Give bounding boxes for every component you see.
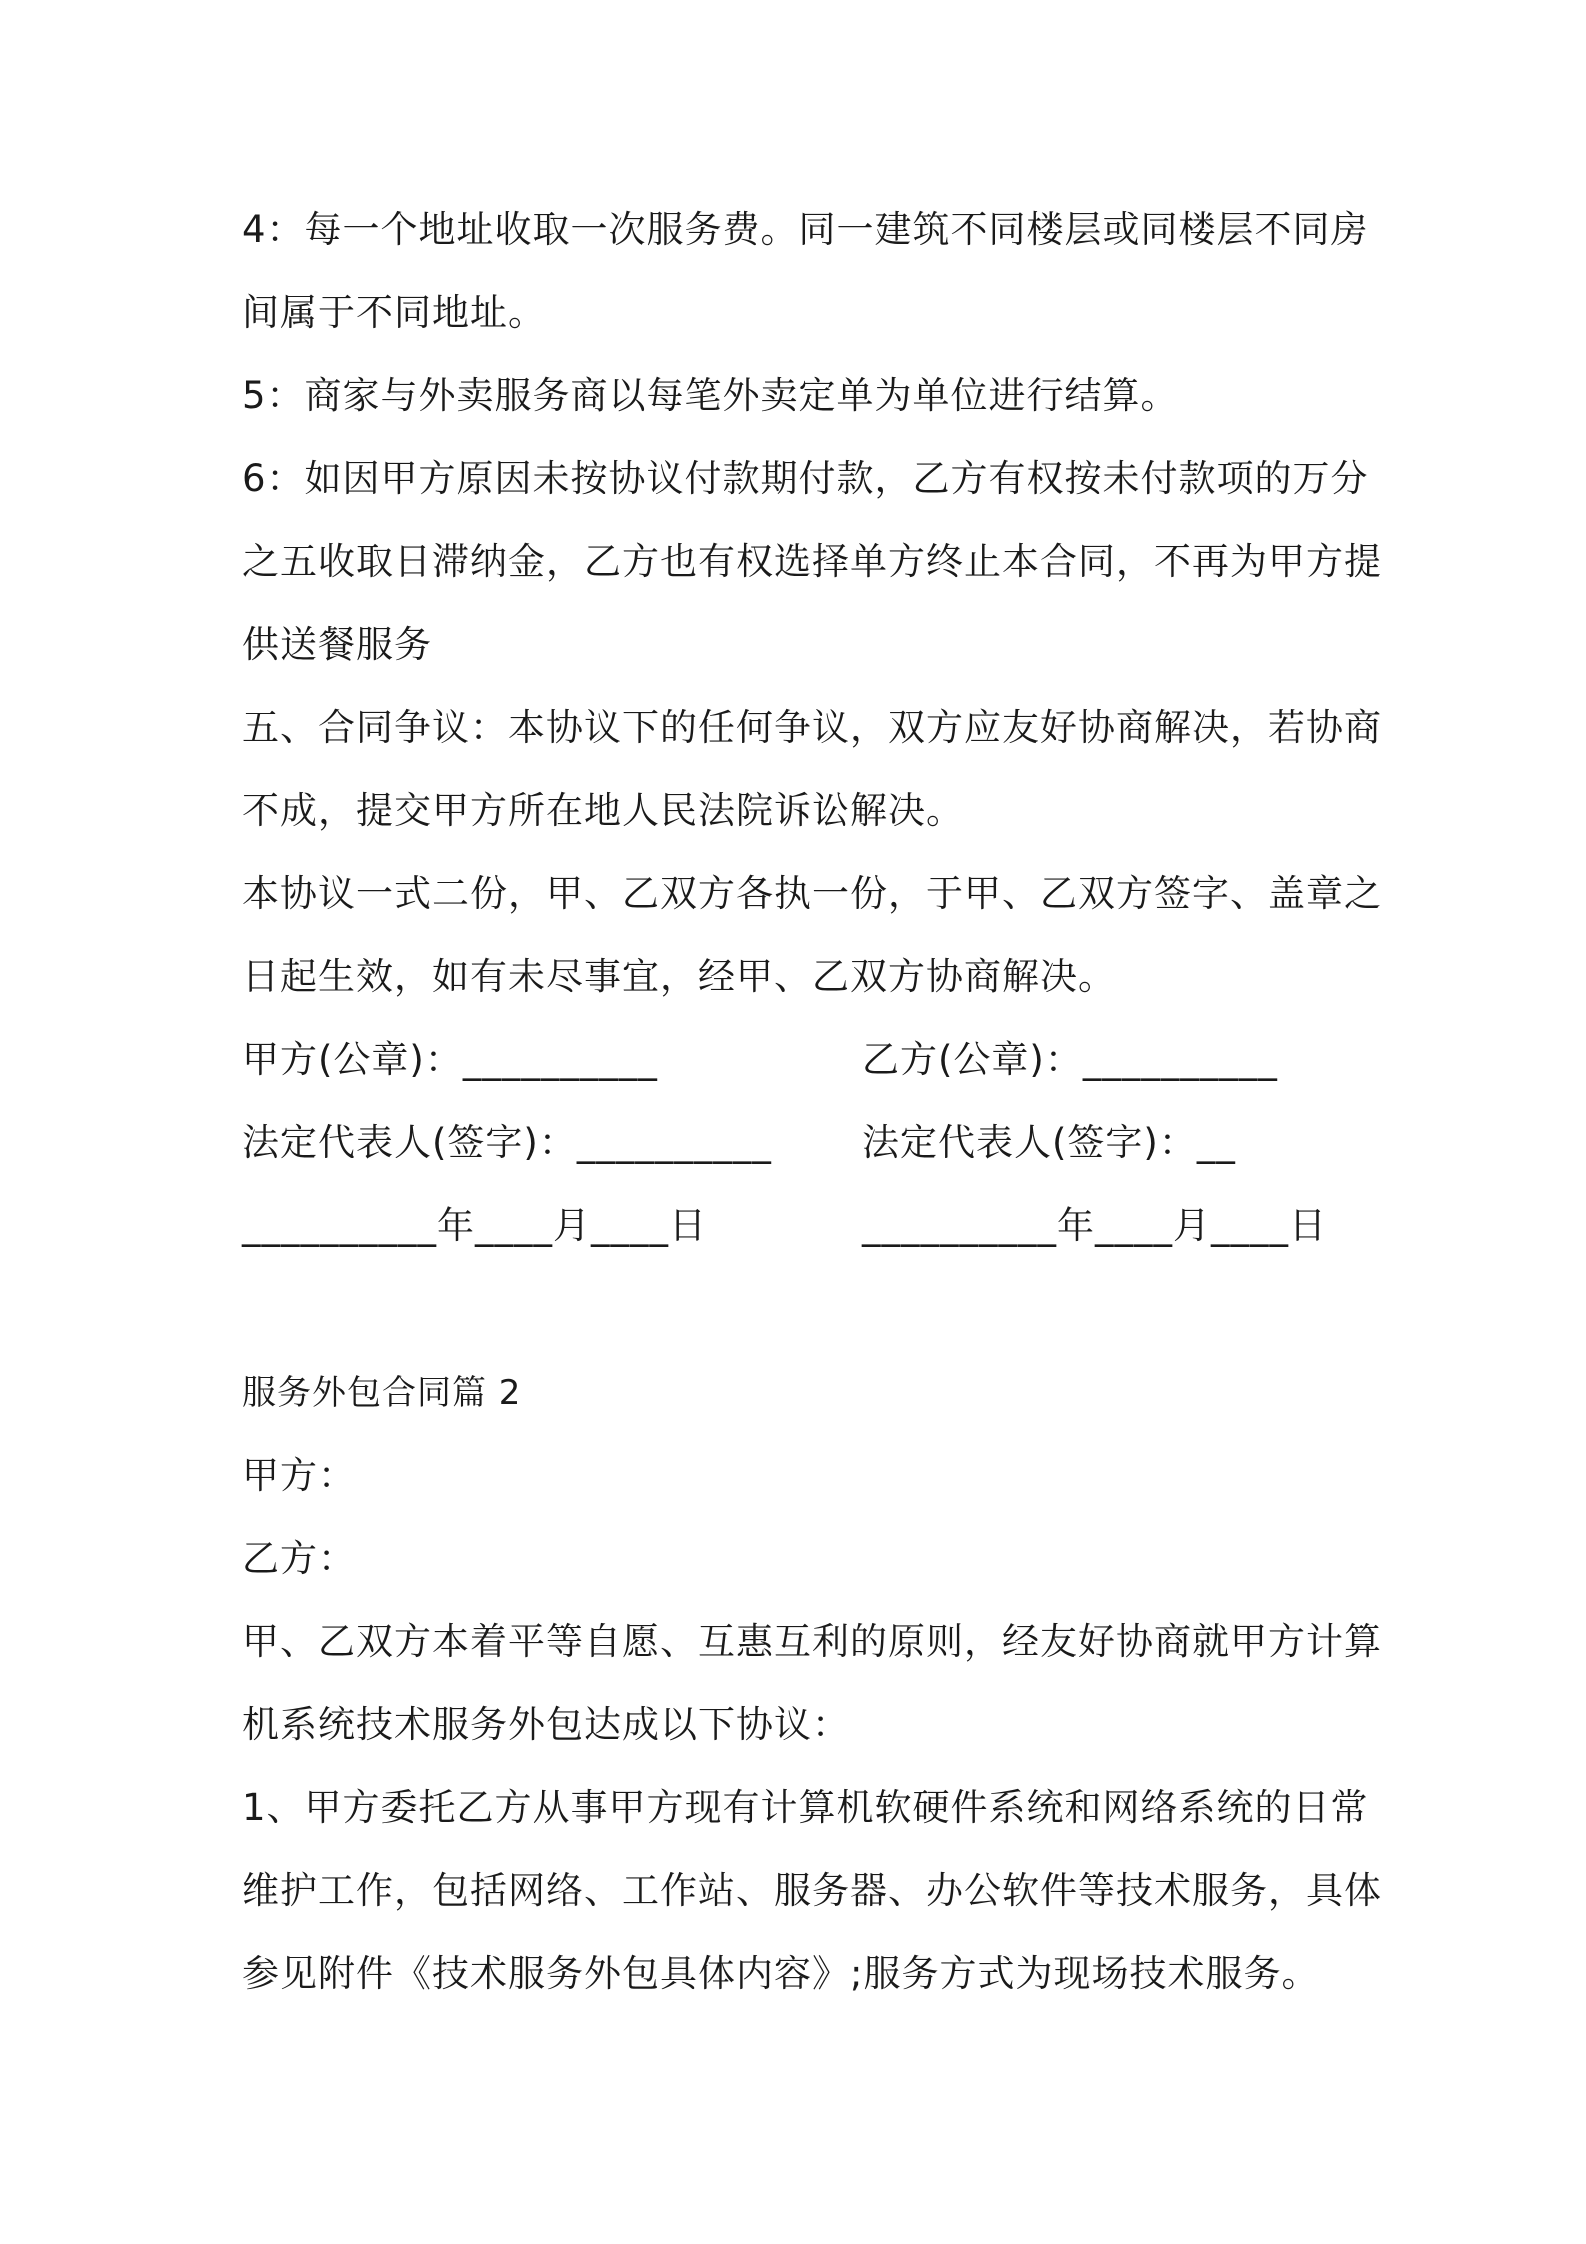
item-5: 5：商家与外卖服务商以每笔外卖定单为单位进行结算。 [242, 374, 1179, 417]
intro-line-2: 机系统技术服务外包达成以下协议： [242, 1703, 850, 1746]
party-a-date-line: __________年____月____日 [242, 1204, 707, 1247]
clause-1-line-2: 维护工作，包括网络、工作站、服务器、办公软件等技术服务，具体 [242, 1869, 1382, 1912]
dispute-clause-line-1: 五、合同争议：本协议下的任何争议，双方应友好协商解决，若协商 [242, 706, 1382, 749]
party-a-seal-line: 甲方(公章)：__________ [242, 1038, 658, 1081]
party-b-date-line: __________年____月____日 [862, 1204, 1327, 1247]
item-6-line-2: 之五收取日滞纳金，乙方也有权选择单方终止本合同，不再为甲方提 [242, 540, 1382, 583]
copies-clause-line-2: 日起生效，如有未尽事宜，经甲、乙双方协商解决。 [242, 955, 1116, 998]
item-6-line-1: 6：如因甲方原因未按协议付款期付款，乙方有权按未付款项的万分 [242, 457, 1369, 500]
party-b-representative-line: 法定代表人(签字)：__ [862, 1121, 1236, 1164]
clause-1-line-3: 参见附件《技术服务外包具体内容》;服务方式为现场技术服务。 [242, 1952, 1320, 1995]
item-6-line-3: 供送餐服务 [242, 623, 432, 666]
party-b-label: 乙方： [242, 1537, 356, 1580]
clause-1-line-1: 1、甲方委托乙方从事甲方现有计算机软硬件系统和网络系统的日常 [242, 1786, 1369, 1829]
party-a-representative-line: 法定代表人(签字)：__________ [242, 1121, 772, 1164]
intro-line-1: 甲、乙双方本着平等自愿、互惠互利的原则，经友好协商就甲方计算 [242, 1620, 1382, 1663]
dispute-clause-line-2: 不成，提交甲方所在地人民法院诉讼解决。 [242, 789, 964, 832]
item-4-line-2: 间属于不同地址。 [242, 291, 546, 334]
section-2-title: 服务外包合同篇 2 [242, 1373, 522, 1413]
party-a-label: 甲方： [242, 1454, 356, 1497]
item-4-line-1: 4：每一个地址收取一次服务费。同一建筑不同楼层或同楼层不同房 [242, 208, 1369, 251]
party-b-seal-line: 乙方(公章)：__________ [862, 1038, 1278, 1081]
copies-clause-line-1: 本协议一式二份，甲、乙双方各执一份，于甲、乙双方签字、盖章之 [242, 872, 1382, 915]
